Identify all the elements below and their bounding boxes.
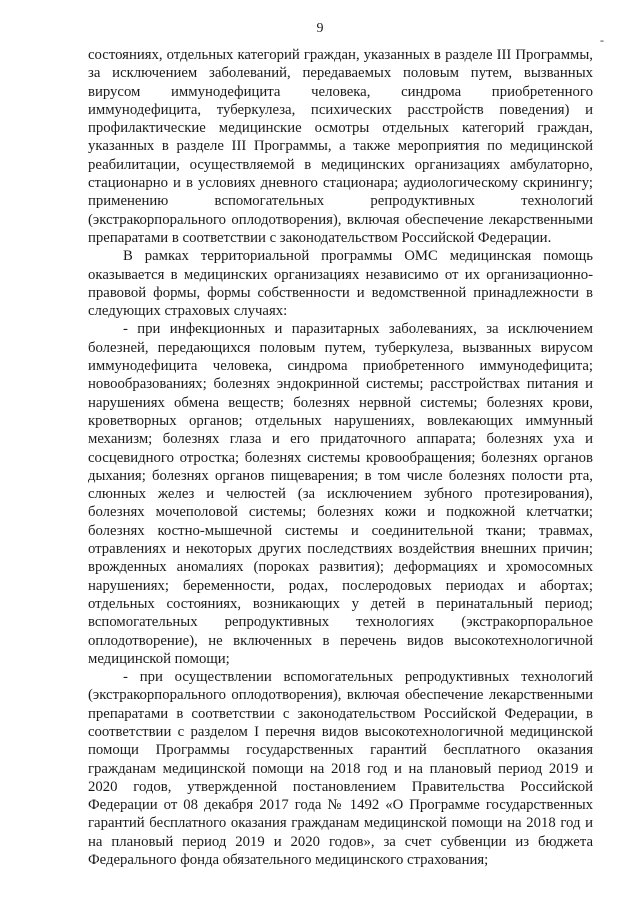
paragraph-intro: В рамках территориальной программы ОМС медицинская помощь оказывается в медицинских организациях независимо от их организационно-правовой формы, формы собственности и ведомственной принадлежности в следующих страховых случаях: [88, 248, 593, 320]
paragraph-list-item: - при инфекционных и паразитарных заболеваниях, за исключением болезней, передающихся половым путем, туберкулеза, вызванных вирусом иммунодефицита человека, синдрома приобретенного иммунодефицита; новообразованиях; болезнях эндокринной системы; расстройствах питания и нарушениях обмена веществ; болезнях нервной системы; болезнях крови, кроветворных органов; отдельных нарушениях, вовлекающих иммунный механизм; болезнях глаза и его придаточного аппарата; болезнях уха и сосцевидного отростка; болезнях системы кровообращения; болезнях органов дыхания; болезнях органов пищеварения; в том числе болезнях полости рта, слюнных желез и челюстей (за исключением зубного протезирования), болезнях мочеполовой системы; болезнях кожи и подкожной клетчатки; болезнях костно-мышечной системы и соединительной ткани; травмах, отравлениях и некоторых других последствиях воздействия внешних причин; врожденных аномалиях (пороках развития); деформациях и хромосомных нарушениях; беременности, родах, послеродовых периодах и абортах; отдельных состояниях, возникающих у детей в перинатальный период; вспомогательных репродуктивных технологиях (экстракорпоральное оплодотворение), не включенных в перечень видов высокотехнологичной медицинской помощи; [88, 321, 593, 667]
paragraph-continuation: состояниях, отдельных категорий граждан, указанных в разделе III Программы, за исключением заболеваний, передаваемых половым путем, вызванных вирусом иммунодефицита человека, синдрома приобретенного иммунодефицита, туберкулеза, психических расстройств поведения) и профилактические медицинские осмотры отдельных категорий граждан, указанных в разделе III Программы, а также мероприятия по медицинской реабилитации, осуществляемой в медицинских организациях амбулаторно, стационарно и в условиях дневного стационара; аудиологическому скринингу; применению вспомогательных репродуктивных технологий (экстракорпорального оплодотворения), включая обеспечение лекарственными препаратами в соответствии с законодательством Российской Федерации. [88, 47, 593, 246]
body-text [88, 46, 593, 869]
paragraph-list-item: - при осуществлении вспомогательных репродуктивных технологий (экстракорпорального оплодотворения), включая обеспечение лекарственными препаратами в соответствии с законодательством Российской Федерации, в соответствии с разделом I перечня видов высокотехнологичной медицинской помощи Программы государственных гарантий бесплатного оказания гражданам медицинской помощи на 2018 год и на плановый период 2019 и 2020 годов, утвержденной постановлением Правительства Российской Федерации от 08 декабря 2017 года № 1492 «О Программе государственных гарантий бесплатного оказания гражданам медицинской помощи на 2018 год и на плановый период 2019 и 2020 годов», за счет субвенции из бюджета Федерального фонда обязательного медицинского страхования; [88, 669, 593, 869]
page-mark: - [600, 33, 604, 47]
page-number: 9 [316, 21, 324, 36]
